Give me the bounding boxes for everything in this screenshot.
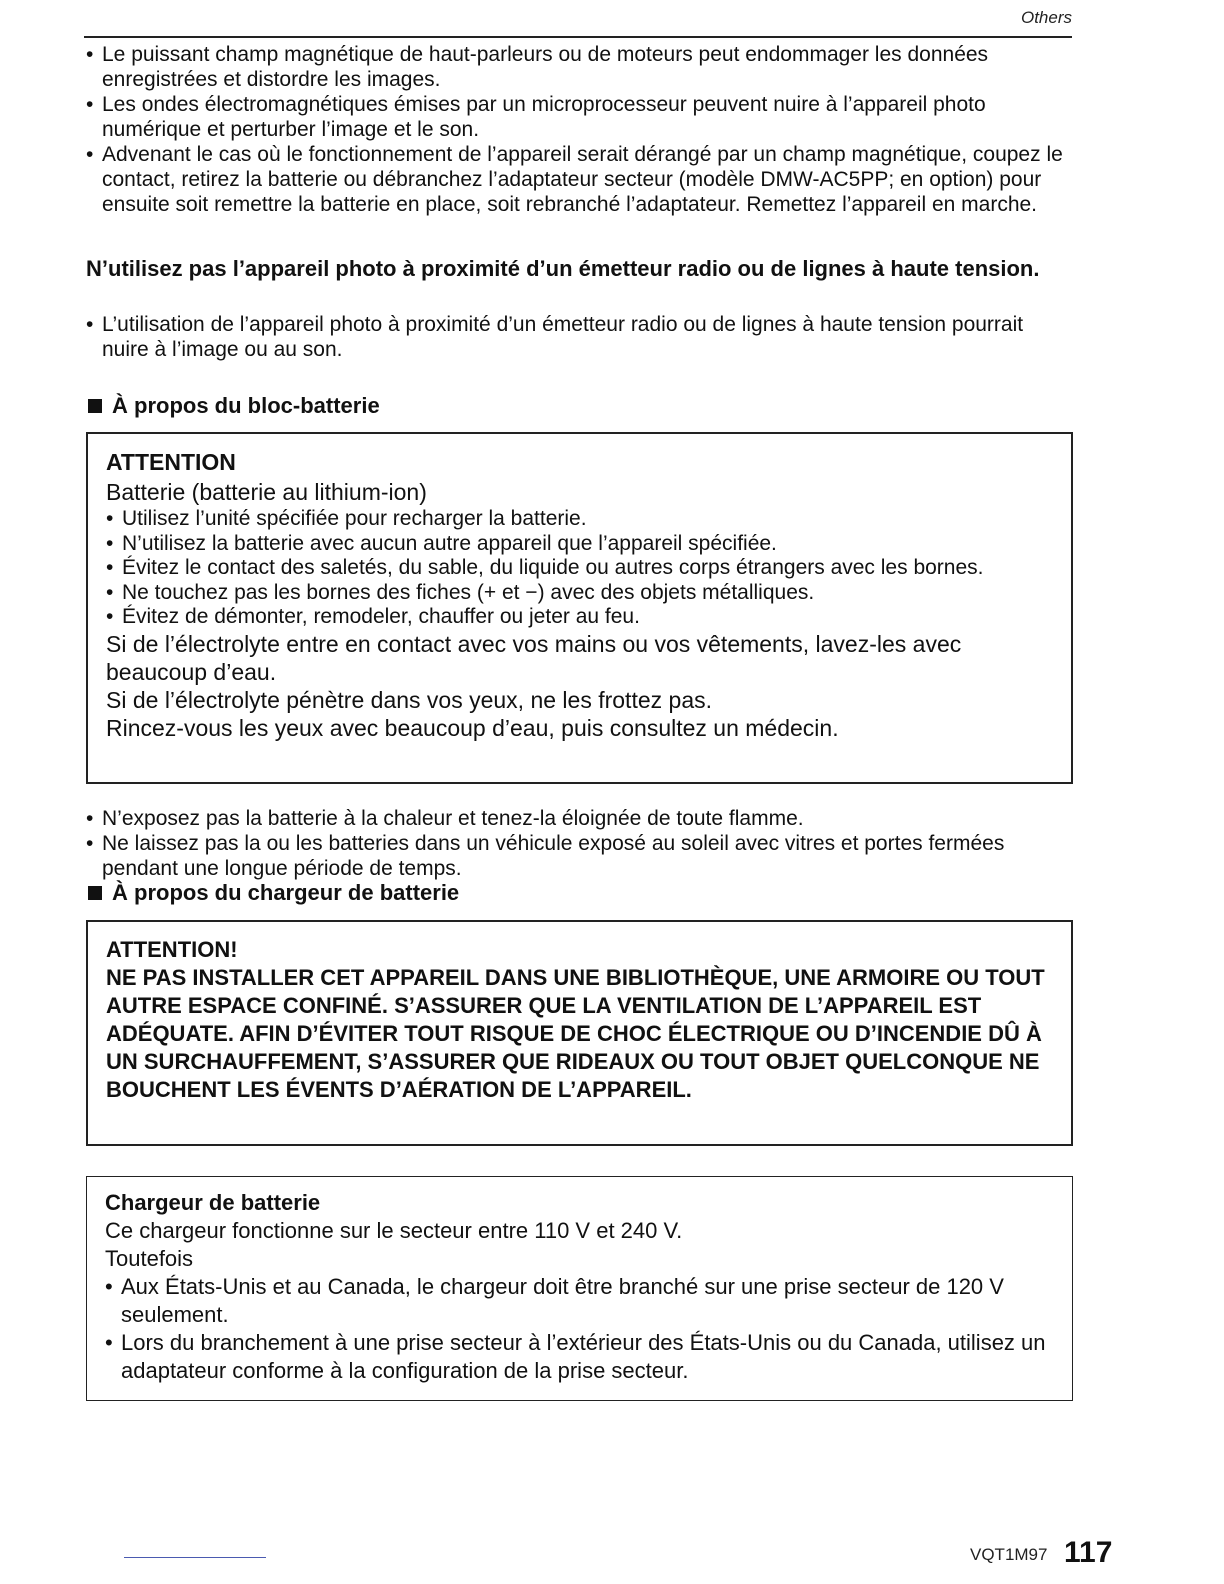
square-bullet-icon [88,399,102,413]
battery-section-heading [88,393,380,419]
document-code: VQT1M97 [970,1545,1048,1564]
charger-section-heading [88,880,459,906]
list-item: • Advenant le cas où le fonctionnement de l’appareil serait dérangé par un champ magnétique, coupez le contact, retirez la batterie ou débranchez l’adaptateur secteur (modèle DMW-AC5PP; en option) pour ensuite soit remettre la batterie en place, soit rebranché l’adaptateur. Remettez l’appareil en marche. [86,142,1074,217]
square-bullet-icon [88,886,102,900]
charger-warning-text: NE PAS INSTALLER CET APPAREIL DANS UNE BIBLIOTHÈQUE, UNE ARMOIRE OU TOUT AUTRE ESPACE CONFINÉ. S’ASSURER QUE LA VENTILATION DE L’APPAREIL EST ADÉQUATE. AFIN D’ÉVITER TOUT RISQUE DE CHOC ÉLECTRIQUE OU D’INCENDIE DÛ À UN SURCHAUFFEMENT, S’ASSURER QUE RIDEAUX OU TOUT OBJET QUELCONQUE NE BOUCHENT LES ÉVENTS D’AÉRATION DE L’APPAREIL. [106,965,1045,1102]
section-label: Others [1020,8,1072,27]
charger-outlet-list [105,1273,1054,1385]
charger-however-text: Toutefois [105,1246,194,1271]
magnetic-field-bullets [86,42,1074,217]
list-item: • L’utilisation de l’appareil photo à proximité d’un émetteur radio ou de lignes à haute tension pourrait nuire à l’image ou au son. [86,312,1074,362]
list-item: • N’exposez pas la batterie à la chaleur et tenez-la éloignée de toute flamme. [86,806,1074,831]
list-item: • Aux États-Unis et au Canada, le chargeur doit être branché sur une prise secteur de 120 V seulement. [105,1273,1054,1329]
charger-voltage-text: Ce chargeur fonctionne sur le secteur entre 110 V et 240 V. [105,1218,683,1243]
list-item: • N’utilisez la batterie avec aucun autre appareil que l’appareil spécifiée. [106,532,1053,557]
electrolyte-skin-text: Si de l’électrolyte entre en contact avec vos mains ou vos vêtements, lavez-les avec beaucoup d’eau. [106,630,962,685]
list-item: • Évitez le contact des saletés, du sable, du liquide ou autres corps étrangers avec les bornes. [106,556,1053,581]
box-subtitle: Batterie (batterie au lithium-ion) [106,479,427,505]
list-item: • Utilisez l’unité spécifiée pour recharger la batterie. [106,507,1053,532]
charger-section-title: À propos du chargeur de batterie [112,880,460,905]
battery-section-title: À propos du bloc-batterie [112,393,380,418]
box-title: ATTENTION [106,449,236,475]
footer-rule [124,1557,266,1558]
page-number: 117 [1064,1536,1113,1569]
box-title: Chargeur de batterie [105,1190,321,1215]
rinse-eyes-text: Rincez-vous les yeux avec beaucoup d’eau, puis consultez un médecin. [106,714,839,741]
list-item: • Ne touchez pas les bornes des fiches (+ et −) avec des objets métalliques. [106,581,1053,606]
electrolyte-eyes-text: Si de l’électrolyte pénètre dans vos yeux, ne les frottez pas. [106,686,712,713]
list-item: • Lors du branchement à une prise secteur à l’extérieur des États-Unis ou du Canada, utilisez un adaptateur conforme à la configuration de la prise secteur. [105,1329,1054,1385]
header-rule [84,36,1072,38]
list-item: • Évitez de démonter, remodeler, chauffer ou jeter au feu. [106,605,1053,630]
battery-heat-bullets [86,806,1074,881]
list-item: • Ne laissez pas la ou les batteries dans un véhicule exposé au soleil avec vitres et portes fermées pendant une longue période de temps. [86,831,1074,881]
charger-warning-box [86,920,1073,1146]
battery-rules-list [106,507,1053,630]
battery-attention-box [86,432,1073,784]
list-item: • Le puissant champ magnétique de haut-parleurs ou de moteurs peut endommager les données enregistrées et distordre les images. [86,42,1074,92]
box-title: ATTENTION! [106,937,238,962]
radio-bullets [86,312,1074,362]
list-item: • Les ondes électromagnétiques émises par un microprocesseur peuvent nuire à l’appareil photo numérique et perturber l’image et le son. [86,92,1074,142]
radio-warning-heading: N’utilisez pas l’appareil photo à proximité d’un émetteur radio ou de lignes à haute tension. [86,256,1040,281]
charger-info-box [86,1176,1073,1401]
